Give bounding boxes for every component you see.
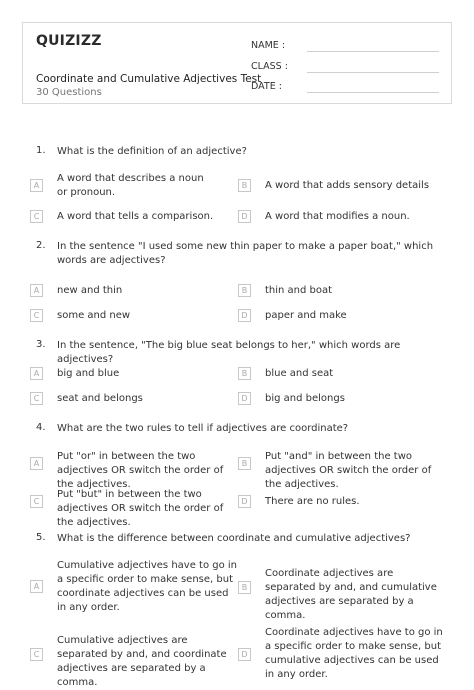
option-letter: D [238, 648, 251, 661]
date-line [307, 92, 439, 93]
name-field[interactable] [251, 40, 285, 51]
option-a[interactable] [30, 172, 230, 202]
option-text: some and new [57, 310, 131, 321]
option-letter: C [30, 648, 43, 661]
date-label: DATE : [251, 81, 282, 92]
class-label: CLASS : [251, 61, 288, 72]
class-line [307, 72, 439, 73]
option-c[interactable] [30, 634, 235, 688]
question-number: 4. [36, 422, 46, 433]
option-text: Cumulative adjectives have to go in a specific order to make sense, but coordinate adjectives can be used in any order. [57, 560, 238, 613]
option-letter: A [30, 367, 43, 380]
option-text: seat and belongs [57, 393, 143, 404]
option-letter: B [238, 179, 251, 192]
option-letter: C [30, 392, 43, 405]
option-letter: C [30, 309, 43, 322]
question-text: In the sentence "I used some new thin paper to make a paper boat," which words are adjectives? [57, 241, 434, 266]
question-text: What is the difference between coordinate and cumulative adjectives? [57, 533, 411, 544]
option-letter: C [30, 210, 43, 223]
question-text: What is the definition of an adjective? [57, 146, 247, 157]
option-letter: D [238, 210, 251, 223]
option-text: There are no rules. [265, 496, 360, 507]
option-b[interactable] [238, 567, 448, 621]
option-c[interactable] [30, 309, 230, 325]
option-text: new and thin [57, 285, 123, 296]
date-field[interactable] [251, 81, 282, 92]
name-label: NAME : [251, 40, 286, 51]
option-text: Put "or" in between the two adjectives OR switch the order of the adjectives. [57, 451, 224, 490]
quizizz-logo: QUIZIZZ [36, 33, 102, 49]
option-text: A word that describes a noun or pronoun. [57, 173, 204, 198]
option-b[interactable] [238, 450, 448, 490]
option-letter: A [30, 457, 43, 470]
option-a[interactable] [30, 367, 230, 383]
option-text: Coordinate adjectives have to go in a specific order to make sense, but cumulative adjectives can be used in any order. [265, 627, 443, 680]
option-d[interactable] [238, 392, 448, 408]
class-field[interactable] [251, 61, 288, 72]
option-text: big and blue [57, 368, 120, 379]
question-number: 1. [36, 145, 46, 156]
option-c[interactable] [30, 488, 230, 528]
option-a[interactable] [30, 284, 230, 300]
option-text: big and belongs [265, 393, 345, 404]
option-letter: D [238, 309, 251, 322]
option-text: A word that adds sensory details [265, 180, 430, 191]
question-count: 30 Questions [36, 87, 102, 98]
option-letter: D [238, 392, 251, 405]
name-line [307, 51, 439, 52]
option-d[interactable] [238, 495, 448, 511]
option-letter: A [30, 179, 43, 192]
option-a[interactable] [30, 559, 238, 617]
option-letter: A [30, 580, 43, 593]
option-d[interactable] [238, 626, 448, 680]
option-letter: D [238, 495, 251, 508]
option-text: A word that modifies a noun. [265, 211, 410, 222]
option-b[interactable] [238, 367, 448, 383]
option-text: thin and boat [265, 285, 333, 296]
worksheet-title: Coordinate and Cumulative Adjectives Test [36, 73, 262, 85]
option-text: Cumulative adjectives are separated by and, and coordinate adjectives are separated by a comma. [57, 635, 227, 688]
option-b[interactable] [238, 284, 448, 300]
question-number: 2. [36, 240, 46, 251]
question-number: 5. [36, 532, 46, 543]
option-text: Put "but" in between the two adjectives OR switch the order of the adjectives. [57, 489, 224, 528]
option-c[interactable] [30, 392, 230, 408]
option-letter: B [238, 457, 251, 470]
option-text: Put "and" in between the two adjectives OR switch the order of the adjectives. [265, 451, 432, 490]
option-d[interactable] [238, 210, 448, 226]
option-b[interactable] [238, 179, 448, 195]
option-letter: B [238, 581, 251, 594]
option-text: paper and make [265, 310, 347, 321]
option-text: blue and seat [265, 368, 334, 379]
option-d[interactable] [238, 309, 448, 325]
option-a[interactable] [30, 450, 230, 490]
worksheet-header [22, 22, 452, 104]
option-letter: A [30, 284, 43, 297]
question-number: 3. [36, 339, 46, 350]
option-text: A word that tells a comparison. [57, 211, 214, 222]
question-text: In the sentence, "The big blue seat belongs to her," which words are adjectives? [57, 340, 401, 365]
option-letter: B [238, 367, 251, 380]
option-c[interactable] [30, 210, 230, 226]
question-text: What are the two rules to tell if adjectives are coordinate? [57, 423, 349, 434]
option-letter: C [30, 495, 43, 508]
option-text: Coordinate adjectives are separated by and, and cumulative adjectives are separated by a comma. [265, 568, 437, 621]
option-letter: B [238, 284, 251, 297]
